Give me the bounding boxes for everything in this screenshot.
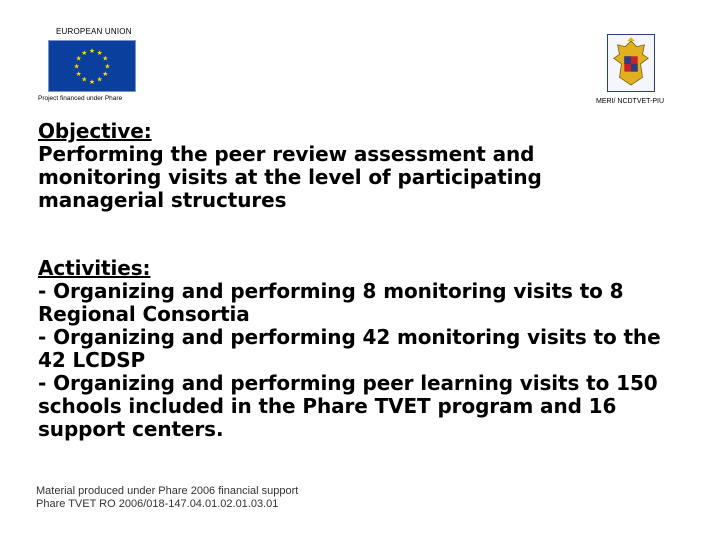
eu-star-icon: ★ — [81, 49, 88, 58]
eu-flag-icon — [48, 40, 136, 92]
eu-star-icon: ★ — [88, 47, 96, 56]
eu-star-icon: ★ — [75, 70, 82, 79]
activity-item: - Organizing and performing peer learning visits to 150 schools included in the Phare TVET program and 16 support centers. — [38, 371, 658, 441]
eu-label: EUROPEAN UNION — [56, 27, 132, 36]
eu-star-icon: ★ — [75, 54, 82, 63]
objective-heading: Objective: — [38, 119, 152, 143]
eu-star-icon: ★ — [104, 62, 111, 71]
ministry-caption: MERI/ NCDTVET-PIU — [596, 98, 665, 105]
eu-star-icon: ★ — [81, 75, 88, 84]
eu-stars — [49, 41, 135, 91]
eu-star-icon: ★ — [73, 62, 80, 71]
activity-item: - Organizing and performing 42 monitoring visits to the 42 LCDSP — [38, 325, 661, 372]
footer — [36, 485, 298, 511]
activities-section — [38, 257, 688, 441]
activity-item: - Organizing and performing 8 monitoring visits to 8 Regional Consortia — [38, 279, 624, 326]
eu-star-icon: ★ — [102, 54, 109, 63]
romania-coat-of-arms-icon — [607, 34, 655, 92]
footer-line: Phare TVET RO 2006/018-147.04.01.02.01.03.01 — [36, 498, 279, 510]
footer-line: Material produced under Phare 2006 financial support — [36, 485, 299, 497]
eu-star-icon: ★ — [96, 75, 103, 84]
eu-star-icon: ★ — [96, 49, 103, 58]
eu-star-icon: ★ — [102, 70, 109, 79]
objective-text: Performing the peer review assessment and monitoring visits at the level of participating managerial structures — [38, 142, 542, 212]
objective-section — [38, 120, 598, 212]
activities-heading: Activities: — [38, 256, 151, 280]
eu-caption: Project financed under Phare — [38, 95, 123, 102]
eu-star-icon: ★ — [88, 77, 96, 86]
